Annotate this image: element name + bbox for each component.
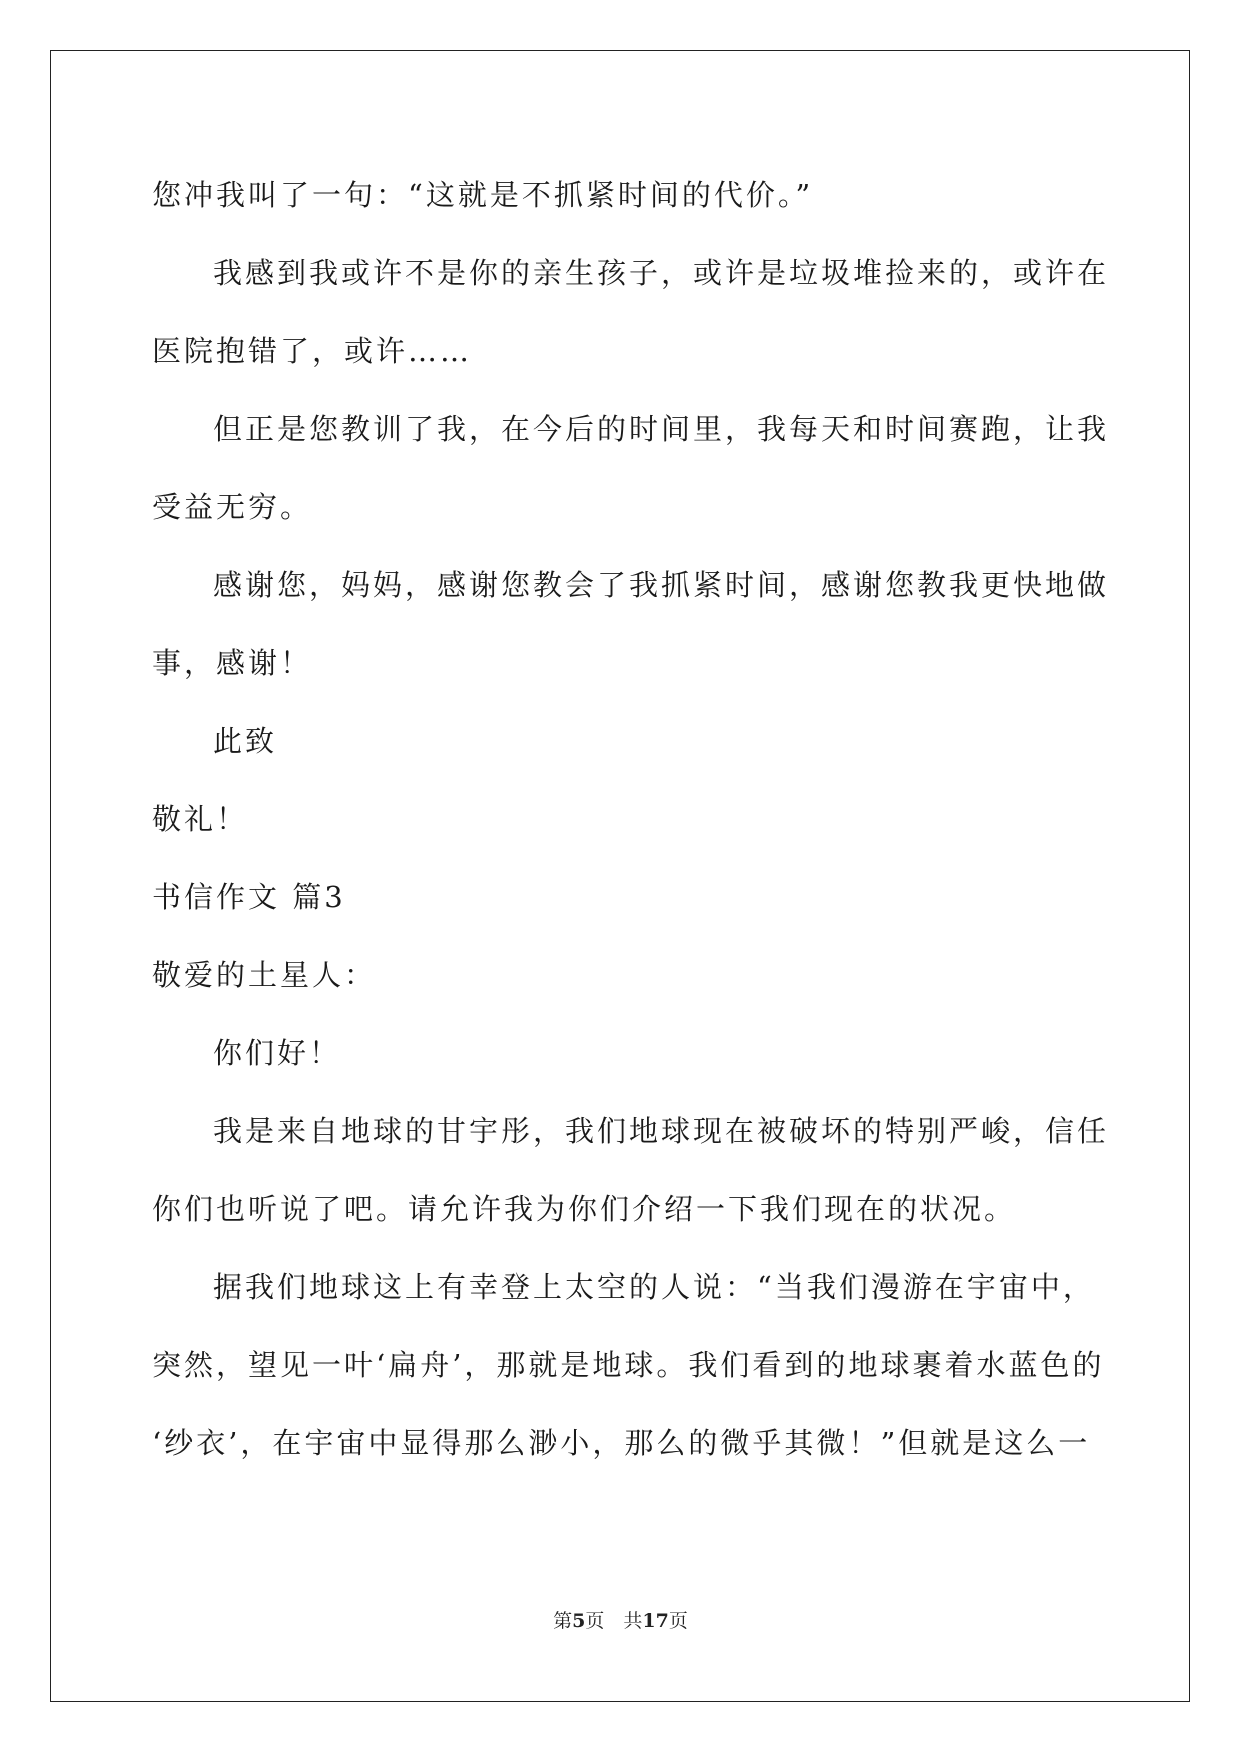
- footer-prefix: 第: [553, 1610, 573, 1632]
- text-line: ‘纱衣’，在宇宙中显得那么渺小，那么的微乎其微！”但就是这么一: [152, 1426, 1091, 1460]
- text-line: 敬爱的土星人：: [152, 958, 377, 992]
- footer-suffix: 页: [668, 1610, 688, 1632]
- text-line: 敬礼！: [152, 802, 249, 836]
- text-line: 据我们地球这上有幸登上太空的人说：“当我们漫游在宇宙中，: [213, 1270, 1095, 1304]
- footer-mid: 页 共: [585, 1610, 643, 1632]
- text-line: 但正是您教训了我，在今后的时间里，我每天和时间赛跑，让我: [213, 412, 1110, 446]
- text-line: 您冲我叫了一句：“这就是不抓紧时间的代价。”: [152, 178, 814, 212]
- text-line: 感谢您，妈妈，感谢您教会了我抓紧时间，感谢您教我更快地做: [213, 568, 1110, 602]
- text-line: 医院抱错了，或许……: [152, 334, 473, 368]
- page-total: 17: [642, 1610, 669, 1632]
- text-line: 我是来自地球的甘宇彤，我们地球现在被破坏的特别严峻，信任: [213, 1114, 1110, 1148]
- text-line: 受益无穷。: [152, 490, 313, 524]
- text-line: 事，感谢！: [152, 646, 313, 680]
- text-line: 我感到我或许不是你的亲生孩子，或许是垃圾堆捡来的，或许在: [213, 256, 1110, 290]
- text-line: 你们好！: [213, 1036, 342, 1070]
- page-number: 5: [572, 1610, 586, 1632]
- text-line: 你们也听说了吧。请允许我为你们介绍一下我们现在的状况。: [152, 1192, 1017, 1226]
- text-line: 此致: [213, 724, 278, 758]
- section-heading: 书信作文 篇3: [152, 880, 346, 914]
- page-footer: [0, 1609, 1241, 1633]
- text-line: 突然，望见一叶‘扁舟’，那就是地球。我们看到的地球裹着水蓝色的: [152, 1348, 1105, 1382]
